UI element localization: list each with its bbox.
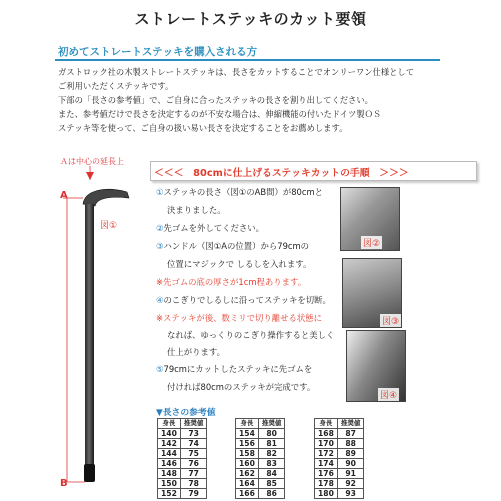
table-row: 142 74 <box>158 439 207 449</box>
section-divider <box>55 59 440 61</box>
table-row: 180 93 <box>315 489 364 499</box>
step-line: なれば、ゆっくりのこぎり操作すると美しく <box>167 330 335 340</box>
stick-top-note: Ａは中心の延長上 <box>60 157 124 166</box>
reference-heading: ▼長さの参考値 <box>156 408 216 418</box>
step-note: ※先ゴムの底の厚さが1cm程あります。 <box>156 277 307 287</box>
stick-label-a: A <box>60 190 68 201</box>
step-note: ※ステッキが後、数ミリで切り離せる状態に <box>156 313 322 323</box>
table-row: 148 77 <box>158 469 207 479</box>
figure-label: 図② <box>361 236 382 249</box>
table-row: 154 80 <box>236 429 285 439</box>
table-row: 166 86 <box>236 489 285 499</box>
page-title: ストレートステッキのカット要領 <box>134 10 367 28</box>
intro-line: また、参考値だけで長さを決定するのが不安な場合は、伸縮機能の付いたドイツ製ＯＳ <box>58 109 382 119</box>
table-row: 170 88 <box>315 439 364 449</box>
table-row: 150 78 <box>158 479 207 489</box>
figure-label: 図① <box>98 218 119 231</box>
table-row: 140 73 <box>158 429 207 439</box>
intro-line: ガストロック社の木製ストレートステッキは、長さをカットすることでオンリーワン仕様として <box>58 67 415 77</box>
table-row: 172 89 <box>315 449 364 459</box>
walking-stick-illustration <box>55 160 145 500</box>
table-row: 176 91 <box>315 469 364 479</box>
step-line: 位置にマジックで しるしを入れます。 <box>167 259 312 269</box>
table-row: 174 90 <box>315 459 364 469</box>
intro-line: ご利用いただくステッキです。 <box>58 81 174 91</box>
procedure-title: ＜＜＜ 80cmに仕上げるステッキカットの手順 ＞＞＞ <box>154 168 409 179</box>
step-line: 決まりました。 <box>167 205 226 215</box>
table-row: 152 79 <box>158 489 207 499</box>
table-row: 162 84 <box>236 469 285 479</box>
stick-label-b: B <box>60 478 68 489</box>
reference-table-1: 身長 推奨値 140 73 142 74 144 75 146 76 148 77 150 78 152 79 <box>157 418 207 499</box>
step-line: 付ければ80cmのステッキが完成です。 <box>167 382 316 392</box>
step-line: ④のこぎりでしるしに沿ってステッキを切断。 <box>156 295 331 305</box>
reference-table-2: 身長 推奨値 154 80 156 81 158 82 160 83 162 84 164 85 166 86 <box>235 418 285 499</box>
table-row: 146 76 <box>158 459 207 469</box>
intro-line: ステッキ等を使って、ご自身の扱い易い長さを決定することをお薦めします。 <box>58 123 348 133</box>
table-row: 164 85 <box>236 479 285 489</box>
reference-table-3: 身長 推奨値 168 87 170 88 172 89 174 90 176 91 178 92 180 93 <box>314 418 364 499</box>
figure-label: 図③ <box>380 314 401 327</box>
table-row: 158 82 <box>236 449 285 459</box>
step-line: ③ハンドル（図①Aの位置）から79cmの <box>156 241 310 251</box>
figure-label: 図④ <box>378 388 399 401</box>
table-row: 160 83 <box>236 459 285 469</box>
step-line: ①ステッキの長さ（図①のAB間）が80cmと <box>156 187 323 197</box>
step-line: 仕上がります。 <box>167 347 225 357</box>
section-heading: 初めてストレートステッキを購入される方 <box>58 46 258 58</box>
table-row: 156 81 <box>236 439 285 449</box>
step-line: ⑤79cmにカットしたステッキに先ゴムを <box>156 364 313 374</box>
table-row: 144 75 <box>158 449 207 459</box>
intro-line: 下部の「長さの参考値」で、ご自身に合ったステッキの長さを割り出してください。 <box>58 95 373 105</box>
table-row: 178 92 <box>315 479 364 489</box>
table-row: 168 87 <box>315 429 364 439</box>
step-line: ②先ゴムを外してください。 <box>156 223 265 233</box>
